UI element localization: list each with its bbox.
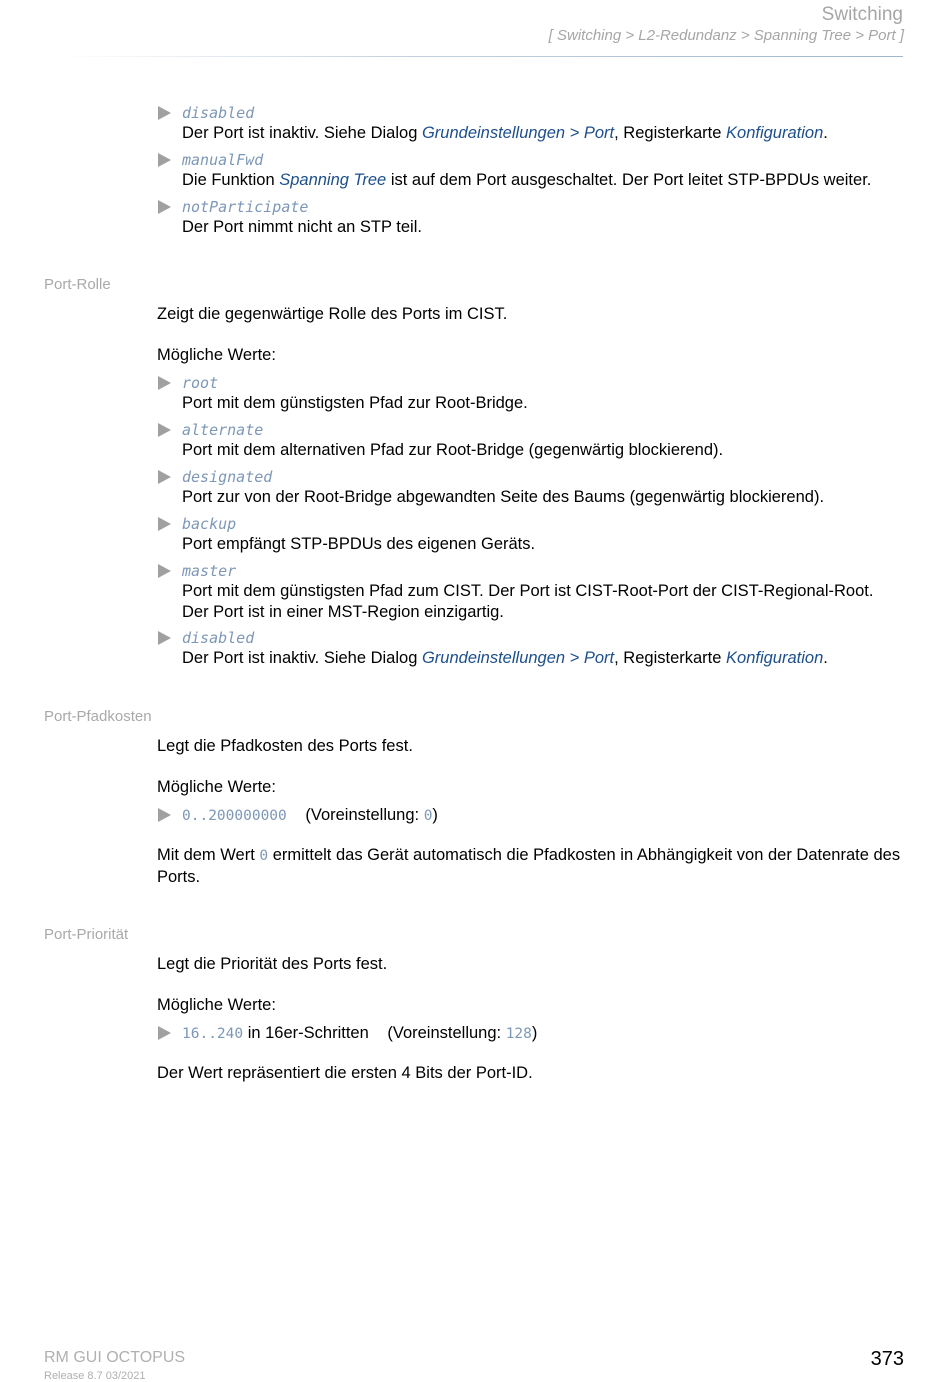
values-label: Mögliche Werte: — [157, 346, 276, 364]
value-description: Der Port ist inaktiv. Siehe Dialog Grundeinstellungen > Port, Registerkarte Konfiguration. — [182, 649, 828, 667]
section-note: Mit dem Wert 0 ermittelt das Gerät automatisch die Pfadkosten in Abhängigkeit von der Datenrate des Ports. — [157, 846, 901, 886]
list-item — [158, 103, 918, 144]
range-item — [158, 805, 918, 826]
range-code: 16..240 — [182, 1026, 244, 1042]
breadcrumb: [ Switching > L2-Redundanz > Spanning Tree > Port ] — [548, 27, 904, 44]
triangle-bullet-icon — [158, 470, 171, 484]
triangle-bullet-icon — [158, 106, 171, 120]
link-spanning-tree[interactable]: Spanning Tree — [279, 171, 387, 189]
header-divider — [60, 56, 903, 57]
list-item — [158, 197, 918, 238]
value-code: designated — [182, 468, 273, 486]
default-value: 128 — [505, 1026, 532, 1042]
link-konfiguration[interactable]: Konfiguration — [726, 124, 824, 142]
value-description: Der Port ist in einer MST-Region einzigartig. — [182, 603, 504, 621]
range-suffix: in 16er-Schritten — [243, 1024, 369, 1042]
section-label-port-rolle: Port-Rolle — [44, 276, 111, 293]
value-code: notParticipate — [182, 198, 309, 216]
value-description: Port mit dem günstigsten Pfad zur Root-Bridge. — [182, 394, 528, 412]
section-label-port-prioritaet: Port-Priorität — [44, 926, 129, 943]
section-intro: Zeigt die gegenwärtige Rolle des Ports im CIST. — [157, 305, 508, 323]
list-item — [158, 467, 918, 508]
link-grundeinstellungen-port[interactable]: Grundeinstellungen > Port — [421, 124, 615, 142]
page-number: 373 — [870, 1348, 904, 1370]
default-suffix: ) — [432, 806, 438, 824]
value-code: disabled — [182, 629, 255, 647]
header-title: Switching — [821, 4, 903, 25]
default-prefix: (Voreinstellung: — [387, 1024, 506, 1042]
default-suffix: ) — [531, 1024, 538, 1042]
value-code: root — [182, 374, 219, 392]
triangle-bullet-icon — [158, 376, 171, 390]
note-value: 0 — [259, 848, 269, 864]
section-intro: Legt die Pfadkosten des Ports fest. — [157, 737, 413, 755]
list-item — [158, 628, 918, 669]
value-description: Der Port ist inaktiv. Siehe Dialog Grundeinstellungen > Port, Registerkarte Konfiguration. — [182, 124, 828, 142]
list-item — [158, 373, 918, 414]
values-label: Mögliche Werte: — [157, 996, 276, 1014]
default-prefix: (Voreinstellung: — [305, 806, 424, 824]
section-intro: Legt die Priorität des Ports fest. — [157, 955, 388, 973]
values-label: Mögliche Werte: — [157, 778, 276, 796]
triangle-bullet-icon — [158, 517, 171, 531]
range-item — [158, 1023, 918, 1044]
triangle-bullet-icon — [158, 423, 171, 437]
footer-release: Release 8.7 03/2021 — [44, 1370, 146, 1382]
value-code: backup — [182, 515, 237, 533]
value-description: Port mit dem günstigsten Pfad zum CIST. Der Port ist CIST-Root-Port der CIST-Regional-Root. — [182, 582, 874, 600]
value-code: master — [182, 562, 237, 580]
triangle-bullet-icon — [158, 200, 171, 214]
triangle-bullet-icon — [158, 808, 171, 822]
list-item — [158, 420, 918, 461]
triangle-bullet-icon — [158, 1026, 171, 1040]
triangle-bullet-icon — [158, 153, 171, 167]
value-description: Port empfängt STP-BPDUs des eigenen Geräts. — [182, 535, 536, 553]
list-item — [158, 514, 918, 555]
section-note: Der Wert repräsentiert die ersten 4 Bits der Port-ID. — [157, 1064, 533, 1082]
default-value: 0 — [423, 808, 433, 824]
section-label-port-pfadkosten: Port-Pfadkosten — [44, 708, 152, 725]
value-description: Port mit dem alternativen Pfad zur Root-Bridge (gegenwärtig blockierend). — [182, 441, 724, 459]
value-code: disabled — [182, 104, 255, 122]
list-item — [158, 561, 918, 623]
link-grundeinstellungen-port[interactable]: Grundeinstellungen > Port — [421, 649, 615, 667]
value-code: manualFwd — [182, 151, 264, 169]
triangle-bullet-icon — [158, 631, 171, 645]
value-code: alternate — [182, 421, 264, 439]
range-code: 0..200000000 — [182, 808, 287, 824]
value-description: Port zur von der Root-Bridge abgewandten Seite des Baums (gegenwärtig blockierend). — [182, 488, 825, 506]
link-konfiguration[interactable]: Konfiguration — [726, 649, 824, 667]
list-item — [158, 150, 918, 191]
value-description: Die Funktion Spanning Tree ist auf dem Port ausgeschaltet. Der Port leitet STP-BPDUs weiter. — [182, 171, 872, 189]
triangle-bullet-icon — [158, 564, 171, 578]
value-description: Der Port nimmt nicht an STP teil. — [182, 218, 422, 236]
footer-product: RM GUI OCTOPUS — [44, 1349, 186, 1366]
